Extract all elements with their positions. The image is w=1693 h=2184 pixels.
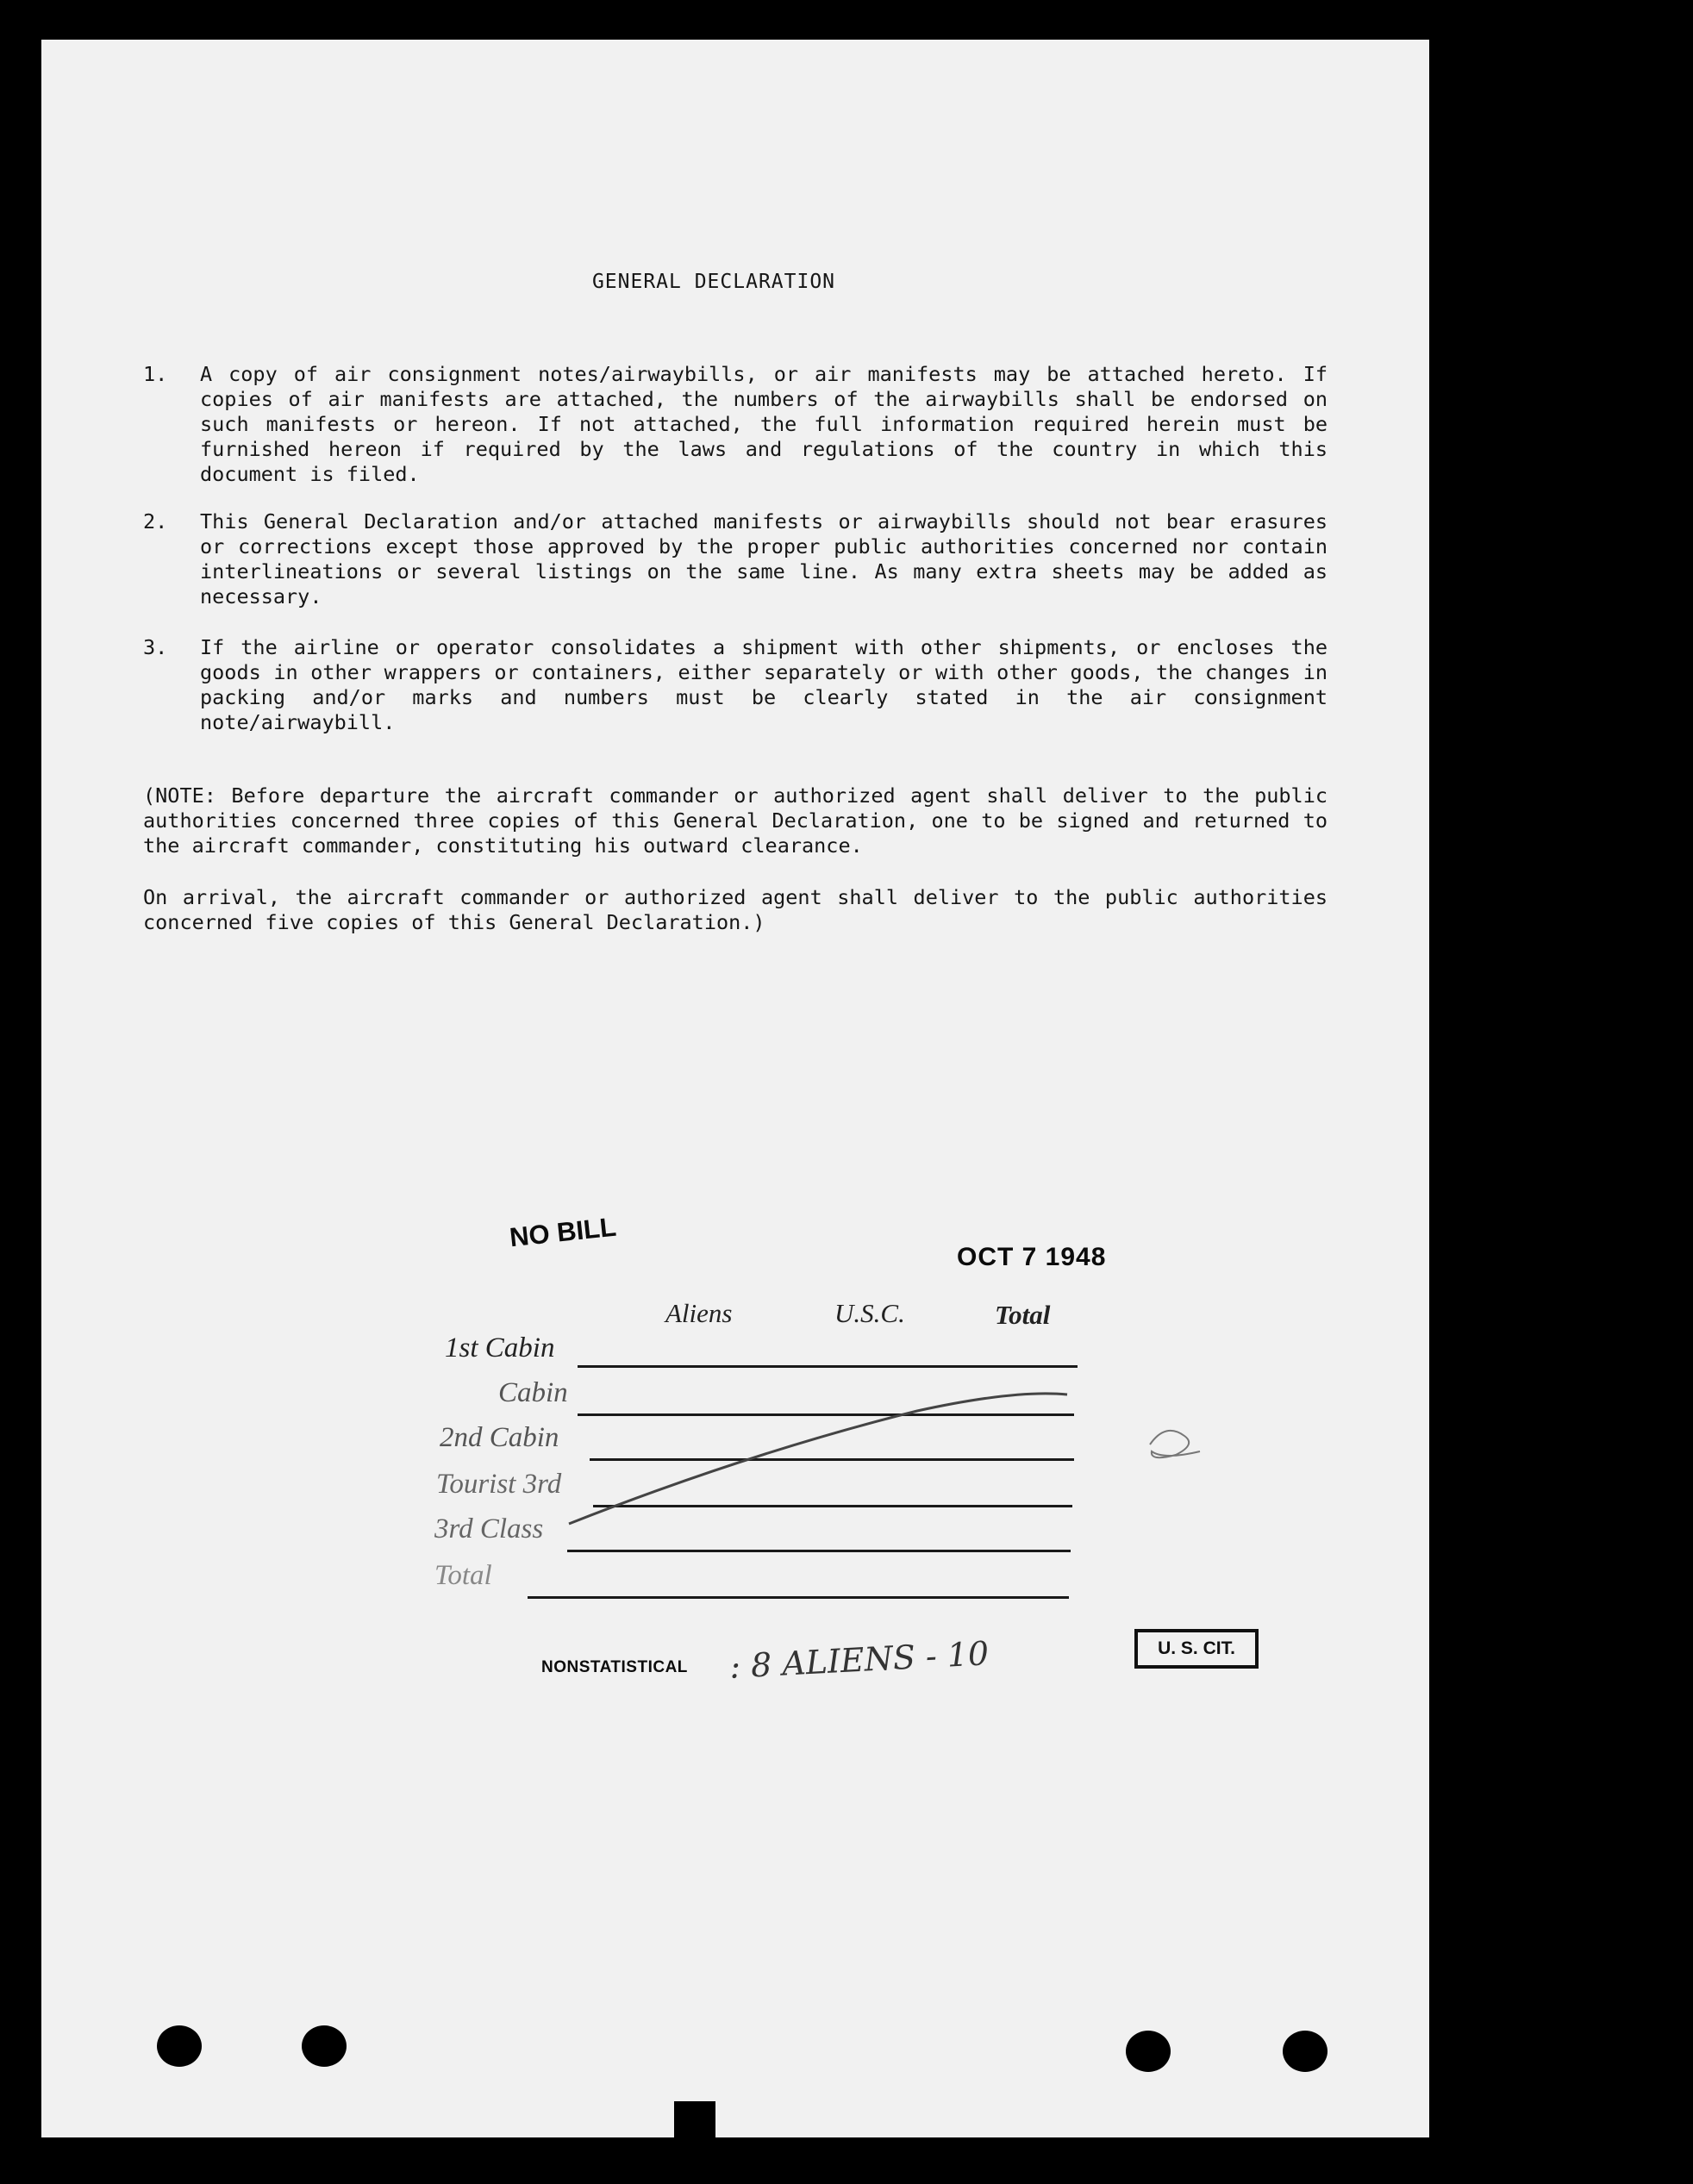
torn-edge-tab (674, 2101, 715, 2137)
row-total: Total (434, 1560, 492, 1591)
item-3-number: 3. (143, 635, 168, 659)
nonstatistical-stamp: NONSTATISTICAL (541, 1658, 688, 1676)
punch-hole (1283, 2031, 1328, 2072)
item-2-number: 2. (143, 509, 168, 534)
no-bill-stamp: NO BILL (508, 1211, 618, 1253)
punch-hole (1126, 2031, 1171, 2072)
column-aliens: Aliens (665, 1298, 733, 1328)
document-page (41, 40, 1429, 2137)
item-3-text: If the airline or operator consolidates a shipment with other shipments, or encloses the goods in other wrappers or containers, either separately or with other goods, the changes in packing and/or marks and numbers must be clearly stated in the air consignment note/airwaybill. (200, 635, 1328, 734)
punch-hole (302, 2025, 347, 2067)
note-paragraph: (NOTE: Before departure the aircraft commander or authorized agent shall deliver to the public authorities concerned three copies of this General Declaration, one to be signed and returned to the aircraft commander, constituting his outward clearance. (143, 783, 1328, 858)
document-title: GENERAL DECLARATION (591, 271, 836, 293)
row-cabin: Cabin (498, 1377, 568, 1408)
row-3rd-class: 3rd Class (434, 1513, 544, 1544)
us-citizen-stamp: U. S. CIT. (1134, 1629, 1259, 1669)
item-2-text: This General Declaration and/or attached manifests or airwaybills should not bear erasures or corrections except those approved by the proper public authorities concerned nor contain interlineations or several listings on the same line. As many extra sheets may be added as necessary. (200, 509, 1328, 608)
arrival-paragraph: On arrival, the aircraft commander or authorized agent shall deliver to the public authorities concerned five copies of this General Declaration.) (143, 885, 1328, 934)
row-1st-cabin: 1st Cabin (445, 1332, 555, 1363)
handwritten-alien-count: : 8 ALIENS - 10 (728, 1634, 990, 1686)
cross-out-line (41, 40, 1429, 2137)
date-stamp: OCT 7 1948 (957, 1243, 1107, 1271)
column-total: Total (995, 1300, 1051, 1330)
row-tourist-3rd: Tourist 3rd (436, 1469, 562, 1500)
column-usc: U.S.C. (834, 1298, 905, 1328)
punch-hole (157, 2025, 202, 2067)
row-2nd-cabin: 2nd Cabin (440, 1422, 559, 1453)
item-1-text: A copy of air consignment notes/airwaybills, or air manifests may be attached hereto. If copies of air manifests are attached, the numbers of the airwaybills shall be endorsed on such manifests or hereon. If not attached, the full information required herein must be furnished hereon if required by the laws and regulations of the country in which this document is filed. (200, 362, 1328, 486)
item-1-number: 1. (143, 362, 168, 386)
